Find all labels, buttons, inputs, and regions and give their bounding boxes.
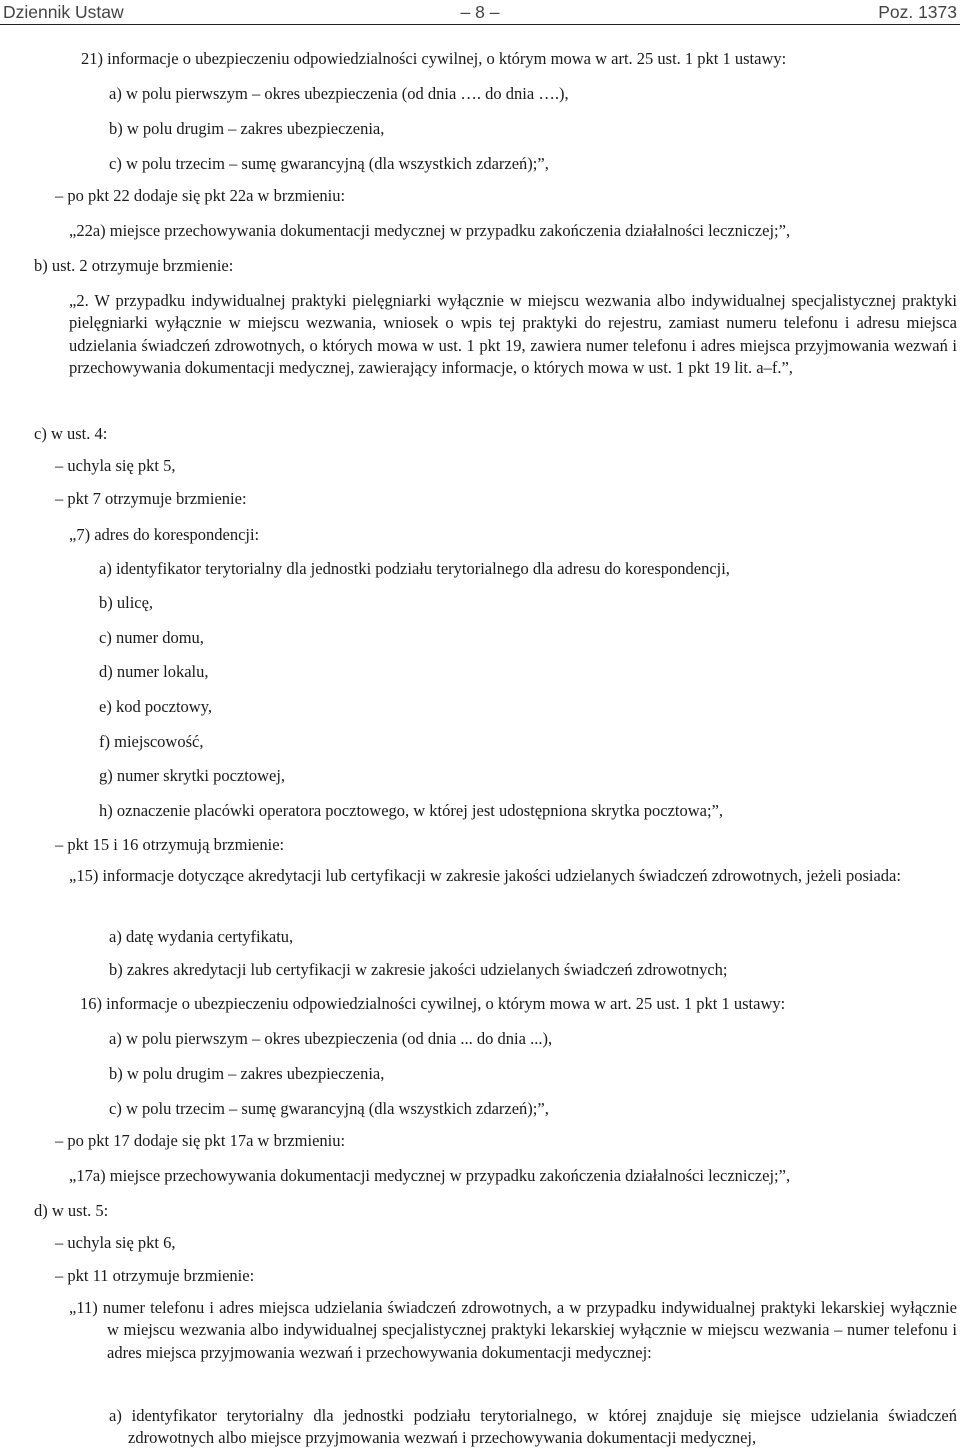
text-line: – uchyla się pkt 5,: [55, 456, 176, 475]
position-number: Poz. 1373: [878, 2, 957, 22]
text-line: c) numer domu,: [99, 628, 204, 647]
text-line: a) w polu pierwszym – okres ubezpieczenia (od dnia ... do dnia ...),: [109, 1029, 553, 1048]
text-line: – po pkt 17 dodaje się pkt 17a w brzmieniu:: [55, 1131, 346, 1150]
text-line: b) ust. 2 otrzymuje brzmienie:: [34, 256, 234, 275]
text-line: b) ulicę,: [99, 593, 154, 612]
text-line: – pkt 15 i 16 otrzymują brzmienie:: [55, 835, 285, 854]
text-line: a) w polu pierwszym – okres ubezpieczenia (od dnia …. do dnia ….),: [109, 84, 569, 103]
text-line: – uchyla się pkt 6,: [55, 1233, 176, 1252]
text-line: d) w ust. 5:: [34, 1201, 109, 1220]
text-paragraph: „2. W przypadku indywidualnej praktyki pielęgniarki wyłącznie w miejscu wezwania albo indywidualnej specjalistycznej praktyki pielęgniarki wyłącznie w miejscu wezwania, wniosek o wpis tej praktyki do rejestru, zamiast numeru telefonu i adresu miejsca udzielania świadczeń zdrowotnych, o których mowa w ust. 1 pkt 19, zawiera numer telefonu i adres miejsca przyjmowania wezwań i przechowywania dokumentacji medycznej, zawierający informacje, o których mowa w ust. 1 pkt 19 lit. a–f.”,: [69, 291, 957, 378]
page-header: [0, 0, 960, 25]
text-line: d) numer lokalu,: [99, 662, 209, 681]
text-line: a) datę wydania certyfikatu,: [109, 927, 294, 946]
text-line: b) w polu drugim – zakres ubezpieczenia,: [109, 1064, 385, 1083]
text-paragraph: a) identyfikator terytorialny dla jednostki podziału terytorialnego, w której znajduje się miejsce udzielania świadczeń zdrowotnych albo miejsce przyjmowania wezwań i przechowywania dokumentacji medycznej,: [109, 1406, 957, 1448]
text-line: b) zakres akredytacji lub certyfikacji w zakresie jakości udzielanych świadczeń zdrowotnych;: [109, 960, 728, 979]
text-line: „7) adres do korespondencji:: [69, 525, 260, 544]
text-paragraph: „15) informacje dotyczące akredytacji lub certyfikacji w zakresie jakości udzielanych świadczeń zdrowotnych, jeżeli posiada:: [69, 866, 901, 885]
text-line: – po pkt 22 dodaje się pkt 22a w brzmieniu:: [55, 186, 346, 205]
text-line: 16) informacje o ubezpieczeniu odpowiedzialności cywilnej, o którym mowa w art. 25 ust. 1 pkt 1 ustawy:: [80, 994, 786, 1013]
text-line: – pkt 7 otrzymuje brzmienie:: [55, 489, 247, 508]
text-line: g) numer skrytki pocztowej,: [99, 766, 286, 785]
text-line: h) oznaczenie placówki operatora pocztowego, w której jest udostępniona skrytka pocztowa;”,: [99, 801, 724, 820]
text-line: „17a) miejsce przechowywania dokumentacji medycznej w przypadku zakończenia działalności leczniczej;”,: [69, 1166, 791, 1185]
journal-title: Dziennik Ustaw: [3, 2, 124, 22]
page-number: – 8 –: [460, 2, 500, 22]
text-line: b) w polu drugim – zakres ubezpieczenia,: [109, 119, 385, 138]
text-line: c) w polu trzecim – sumę gwarancyjną (dla wszystkich zdarzeń);”,: [109, 1099, 549, 1118]
text-line: f) miejscowość,: [99, 732, 204, 751]
text-line: „22a) miejsce przechowywania dokumentacji medycznej w przypadku zakończenia działalności leczniczej;”,: [69, 221, 791, 240]
text-line: c) w ust. 4:: [34, 424, 108, 443]
text-line: – pkt 11 otrzymuje brzmienie:: [55, 1266, 255, 1285]
text-line: c) w polu trzecim – sumę gwarancyjną (dla wszystkich zdarzeń);”,: [109, 154, 549, 173]
text-line: e) kod pocztowy,: [99, 697, 213, 716]
text-line: 21) informacje o ubezpieczeniu odpowiedzialności cywilnej, o którym mowa w art. 25 ust. 1 pkt 1 ustawy:: [81, 49, 787, 68]
text-paragraph: „11) numer telefonu i adres miejsca udzielania świadczeń zdrowotnych, a w przypadku indywidualnej praktyki lekarskiej wyłącznie w miejscu wezwania albo indywidualnej specjalistycznej praktyki lekarskiej wyłącznie w miejscu wezwania – numer telefonu i adres miejsca przyjmowania wezwań i przechowywania dokumentacji medycznej:: [69, 1298, 957, 1362]
text-line: a) identyfikator terytorialny dla jednostki podziału terytorialnego dla adresu do korespondencji,: [99, 559, 730, 578]
